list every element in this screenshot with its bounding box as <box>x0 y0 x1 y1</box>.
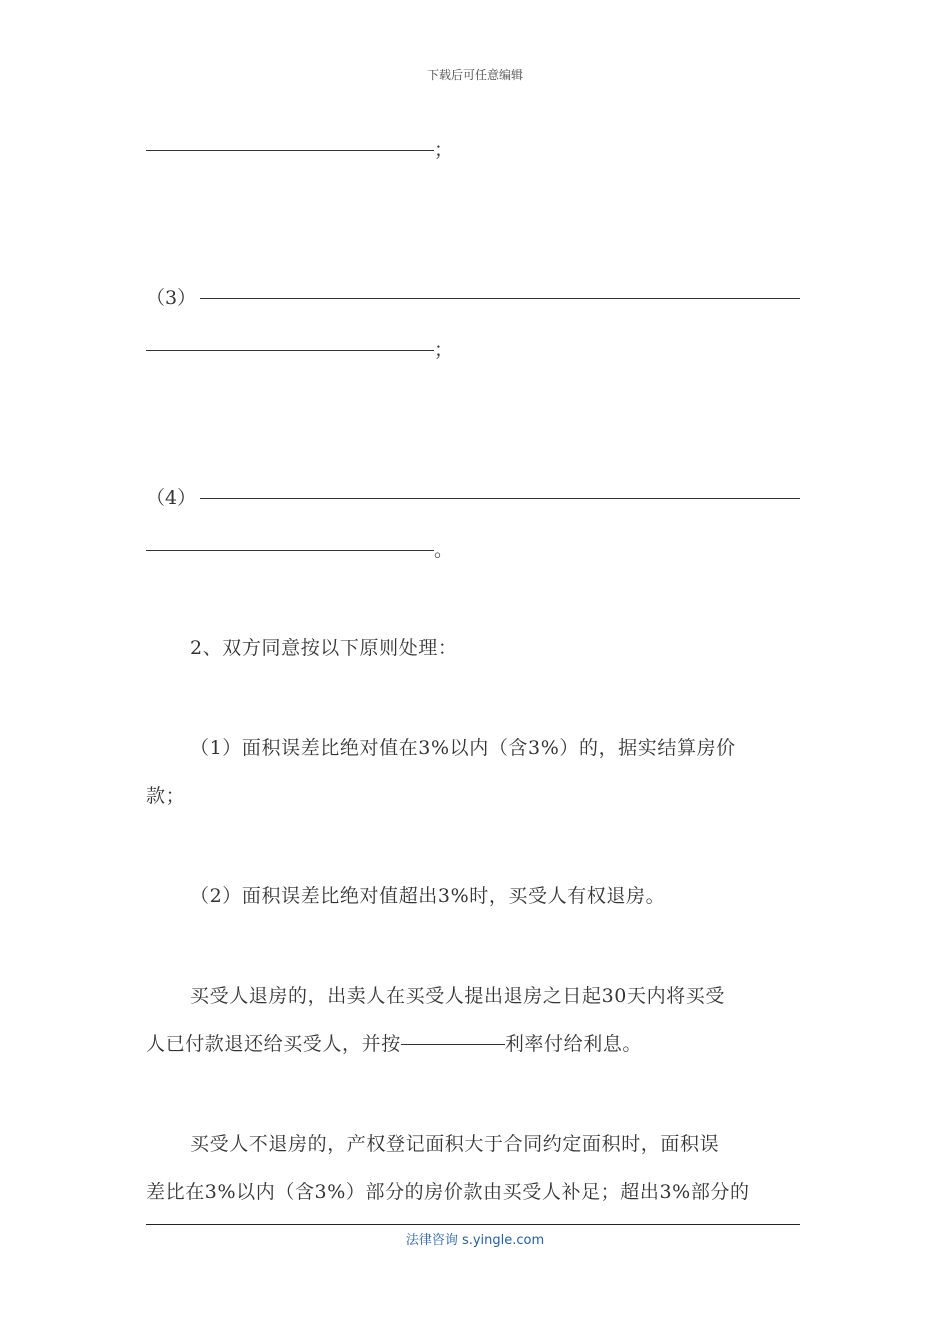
keep-line1: 买受人不退房的，产权登记面积大于合同约定面积时，面积误 <box>190 1133 720 1155</box>
rule1-line1: （1）面积误差比绝对值在3%以内（含3%）的，据实结算房价 <box>190 737 736 759</box>
blank-line-item4-cont <box>146 536 453 564</box>
footer-divider <box>146 1224 800 1225</box>
blank-line-item3 <box>146 284 800 312</box>
fill-in-blank <box>146 550 434 551</box>
item4-end-punct: 。 <box>434 539 454 561</box>
refund-line2-text-b: 利率付给利息。 <box>504 1033 643 1055</box>
rule1-line2: 款； <box>146 785 186 807</box>
section2-heading: 2、双方同意按以下原则处理： <box>190 637 458 659</box>
rule2: （2）面积误差比绝对值超出3%时，买受人有权退房。 <box>190 885 666 907</box>
item2-end-punct: ； <box>434 139 454 161</box>
fill-in-blank <box>401 1044 505 1045</box>
fill-in-blank <box>200 298 800 299</box>
fill-in-blank <box>146 150 434 151</box>
fill-in-blank <box>146 350 434 351</box>
footer-link[interactable]: 法律咨询 s.yingle.com <box>405 1233 545 1248</box>
blank-line-item2 <box>146 136 453 164</box>
fill-in-blank <box>200 498 800 499</box>
refund-line2-text-a: 人已付款退还给买受人，并按 <box>146 1033 401 1055</box>
refund-line1: 买受人退房的，出卖人在买受人提出退房之日起30天内将买受 <box>190 985 725 1007</box>
item3-end-punct: ； <box>434 339 454 361</box>
refund-line2 <box>146 1020 806 1068</box>
blank-line-item3-cont <box>146 336 453 364</box>
item3-label: （3） <box>146 287 197 309</box>
blank-line-item4 <box>146 484 800 512</box>
keep-line2: 差比在3%以内（含3%）部分的房价款由买受人补足；超出3%部分的 <box>146 1181 750 1203</box>
page-header: 下载后可任意编辑 <box>426 68 523 82</box>
item4-label: （4） <box>146 487 197 509</box>
